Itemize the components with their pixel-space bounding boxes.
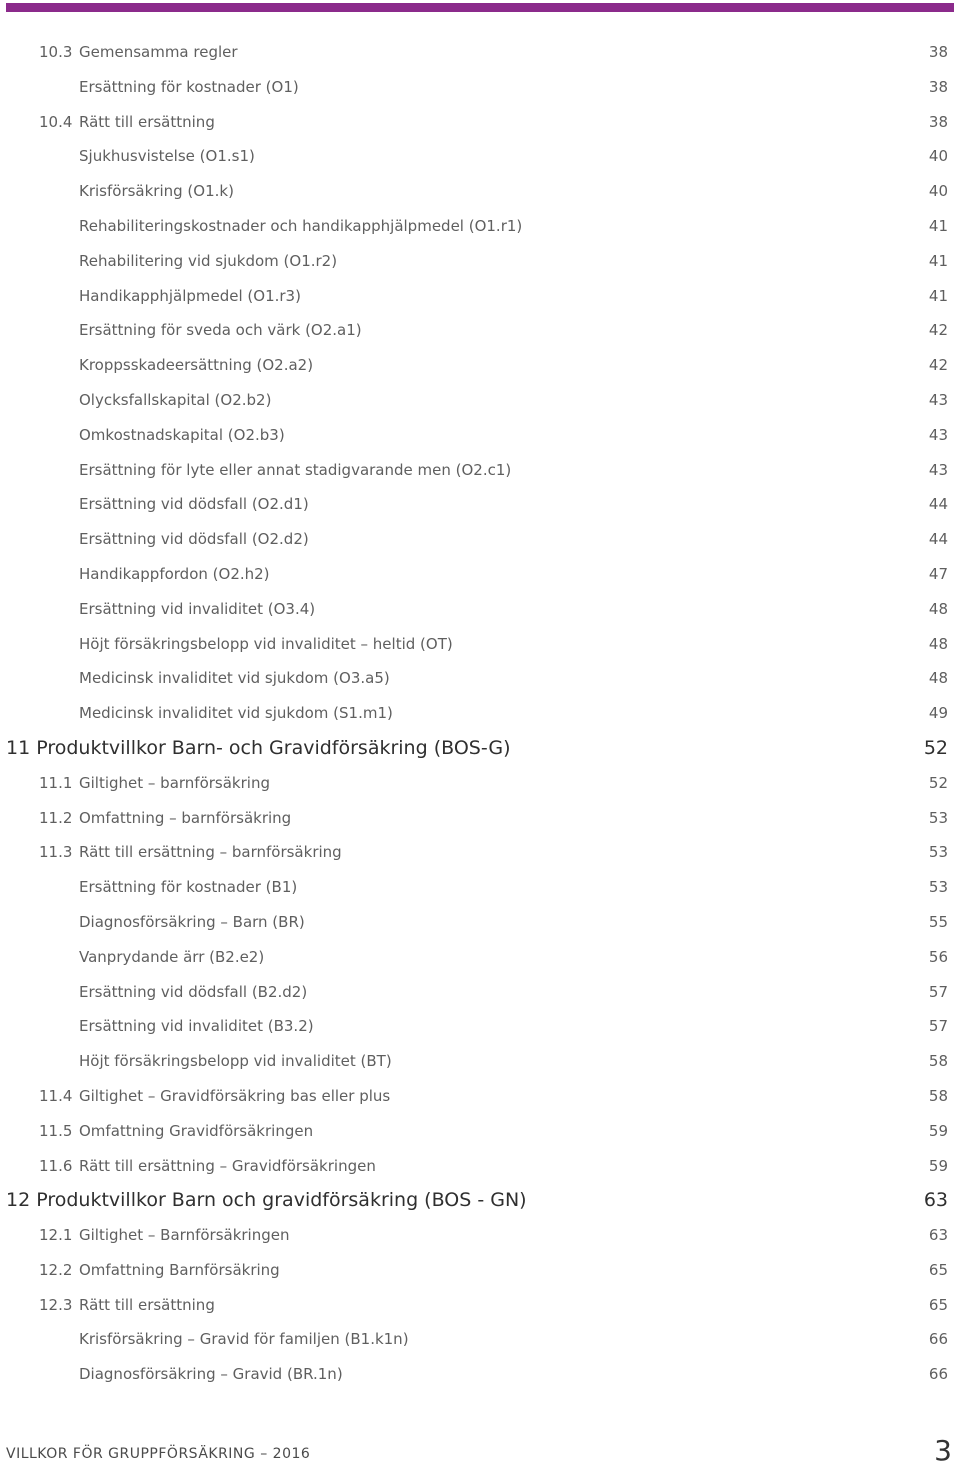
toc-entry[interactable] <box>0 348 960 383</box>
toc-chapter-heading[interactable] <box>0 731 960 766</box>
toc-entry-number: 11.6 <box>39 1156 73 1175</box>
table-of-contents <box>0 35 960 1392</box>
toc-entry-page: 59 <box>928 1121 948 1140</box>
toc-entry-page: 66 <box>928 1365 948 1384</box>
toc-entry[interactable] <box>0 1079 960 1114</box>
toc-entry-label: Ersättning vid dödsfall (B2.d2) <box>79 982 308 1001</box>
toc-entry-page: 42 <box>928 321 948 340</box>
toc-entry[interactable] <box>0 418 960 453</box>
toc-entry-label: Giltighet – Barnförsäkringen <box>79 1226 290 1245</box>
toc-entry-page: 41 <box>928 251 948 270</box>
toc-entry-label: Medicinsk invaliditet vid sjukdom (S1.m1) <box>79 704 393 723</box>
toc-entry[interactable] <box>0 940 960 975</box>
toc-entry[interactable] <box>0 766 960 801</box>
toc-entry[interactable] <box>0 313 960 348</box>
toc-entry-number: 11.2 <box>39 808 73 827</box>
toc-entry-page: 65 <box>928 1295 948 1314</box>
toc-entry-number: 11.1 <box>39 773 73 792</box>
footer-title: VILLKOR FÖR GRUPPFÖRSÄKRING – 2016 <box>6 1446 311 1462</box>
toc-entry[interactable] <box>0 696 960 731</box>
toc-entry-label: Rätt till ersättning – Gravidförsäkringen <box>79 1156 376 1175</box>
toc-entry-label: Kroppsskadeersättning (O2.a2) <box>79 356 314 375</box>
toc-entry-label: Rätt till ersättning <box>79 1295 215 1314</box>
toc-entry-page: 52 <box>923 736 948 759</box>
toc-entry-label: Ersättning för kostnader (O1) <box>79 77 299 96</box>
toc-chapter-heading[interactable] <box>0 1183 960 1218</box>
top-accent-bar <box>6 3 954 12</box>
toc-entry[interactable] <box>0 522 960 557</box>
toc-entry[interactable] <box>0 801 960 836</box>
toc-entry[interactable] <box>0 487 960 522</box>
toc-entry-page: 59 <box>928 1156 948 1175</box>
toc-entry-number: 11.4 <box>39 1086 73 1105</box>
toc-entry-label: Vanprydande ärr (B2.e2) <box>79 947 265 966</box>
toc-entry-page: 53 <box>928 808 948 827</box>
toc-entry[interactable] <box>0 383 960 418</box>
toc-entry-page: 49 <box>928 704 948 723</box>
toc-entry-label: Ersättning för kostnader (B1) <box>79 878 298 897</box>
toc-entry-page: 66 <box>928 1330 948 1349</box>
toc-entry[interactable] <box>0 209 960 244</box>
toc-entry[interactable] <box>0 35 960 70</box>
toc-entry[interactable] <box>0 453 960 488</box>
toc-entry-page: 43 <box>928 425 948 444</box>
toc-entry[interactable] <box>0 1253 960 1288</box>
toc-entry[interactable] <box>0 1009 960 1044</box>
toc-entry-label: Giltighet – barnförsäkring <box>79 773 270 792</box>
toc-entry-label: Giltighet – Gravidförsäkring bas eller plus <box>79 1086 391 1105</box>
footer-page-number: 3 <box>934 1434 952 1467</box>
toc-entry-page: 44 <box>928 530 948 549</box>
toc-entry[interactable] <box>0 244 960 279</box>
toc-entry-number: 11.3 <box>39 843 73 862</box>
toc-entry-label: Diagnosförsäkring – Gravid (BR.1n) <box>79 1365 343 1384</box>
toc-entry[interactable] <box>0 279 960 314</box>
toc-entry-label: Omfattning Gravidförsäkringen <box>79 1121 314 1140</box>
toc-entry-label: Rehabiliteringskostnader och handikapphjälpmedel (O1.r1) <box>79 216 523 235</box>
toc-entry-page: 48 <box>928 669 948 688</box>
toc-entry-label: Höjt försäkringsbelopp vid invaliditet (BT) <box>79 1052 392 1071</box>
toc-entry-page: 38 <box>928 43 948 61</box>
toc-entry-label: Handikapphjälpmedel (O1.r3) <box>79 286 301 305</box>
toc-entry-label: 11 Produktvillkor Barn- och Gravidförsäkring (BOS-G) <box>6 736 511 759</box>
toc-entry-label: Rätt till ersättning <box>79 112 215 131</box>
toc-entry-number: 12.2 <box>39 1260 73 1279</box>
toc-entry-page: 40 <box>928 182 948 201</box>
toc-entry[interactable] <box>0 1114 960 1149</box>
toc-entry-page: 38 <box>928 77 948 96</box>
toc-entry-page: 63 <box>928 1226 948 1245</box>
toc-entry-label: Ersättning för lyte eller annat stadigvarande men (O2.c1) <box>79 460 512 479</box>
toc-entry[interactable] <box>0 1322 960 1357</box>
toc-entry-page: 56 <box>928 947 948 966</box>
toc-entry-label: Ersättning för sveda och värk (O2.a1) <box>79 321 362 340</box>
toc-entry-number: 11.5 <box>39 1121 73 1140</box>
toc-entry-page: 63 <box>923 1189 948 1212</box>
toc-entry-page: 52 <box>928 773 948 792</box>
toc-entry[interactable] <box>0 1288 960 1323</box>
toc-entry[interactable] <box>0 557 960 592</box>
toc-entry-page: 40 <box>928 147 948 166</box>
toc-entry-page: 58 <box>928 1086 948 1105</box>
toc-entry[interactable] <box>0 835 960 870</box>
toc-entry-page: 44 <box>928 495 948 514</box>
toc-entry-page: 48 <box>928 599 948 618</box>
toc-entry-number: 12.1 <box>39 1226 73 1245</box>
toc-entry-label: Omkostnadskapital (O2.b3) <box>79 425 285 444</box>
toc-entry[interactable] <box>0 1357 960 1392</box>
toc-entry-label: Handikappfordon (O2.h2) <box>79 564 270 583</box>
toc-entry-page: 57 <box>928 1017 948 1036</box>
toc-entry-label: Rehabilitering vid sjukdom (O1.r2) <box>79 251 338 270</box>
toc-entry-page: 43 <box>928 460 948 479</box>
toc-entry-page: 41 <box>928 216 948 235</box>
toc-entry-page: 42 <box>928 356 948 375</box>
toc-entry[interactable] <box>0 661 960 696</box>
toc-entry-page: 43 <box>928 390 948 409</box>
toc-entry-label: Ersättning vid dödsfall (O2.d1) <box>79 495 309 514</box>
toc-entry-number: 12.3 <box>39 1295 73 1314</box>
toc-entry[interactable] <box>0 592 960 627</box>
toc-entry-page: 53 <box>928 878 948 897</box>
toc-entry[interactable] <box>0 627 960 662</box>
toc-entry[interactable] <box>0 70 960 105</box>
toc-entry-label: Ersättning vid invaliditet (O3.4) <box>79 599 316 618</box>
toc-entry-page: 55 <box>928 912 948 931</box>
toc-entry-number: 10.3 <box>39 43 73 61</box>
toc-entry-page: 47 <box>928 564 948 583</box>
toc-entry-label: Krisförsäkring (O1.k) <box>79 182 234 201</box>
toc-entry[interactable] <box>0 905 960 940</box>
toc-entry-label: Ersättning vid dödsfall (O2.d2) <box>79 530 309 549</box>
toc-entry-label: Omfattning Barnförsäkring <box>79 1260 280 1279</box>
toc-entry-label: Olycksfallskapital (O2.b2) <box>79 390 272 409</box>
toc-entry[interactable] <box>0 139 960 174</box>
toc-entry-page: 48 <box>928 634 948 653</box>
toc-entry-page: 41 <box>928 286 948 305</box>
toc-entry-label: 12 Produktvillkor Barn och gravidförsäkring (BOS - GN) <box>6 1189 527 1212</box>
toc-entry[interactable] <box>0 105 960 140</box>
toc-entry-label: Sjukhusvistelse (O1.s1) <box>79 147 255 166</box>
toc-entry[interactable] <box>0 1149 960 1184</box>
toc-entry-label: Diagnosförsäkring – Barn (BR) <box>79 912 305 931</box>
toc-entry[interactable] <box>0 870 960 905</box>
toc-entry-label: Höjt försäkringsbelopp vid invaliditet – heltid (OT) <box>79 634 453 653</box>
toc-entry-label: Medicinsk invaliditet vid sjukdom (O3.a5) <box>79 669 390 688</box>
toc-entry-label: Ersättning vid invaliditet (B3.2) <box>79 1017 314 1036</box>
toc-entry[interactable] <box>0 1044 960 1079</box>
toc-entry[interactable] <box>0 174 960 209</box>
toc-entry[interactable] <box>0 975 960 1010</box>
toc-entry-page: 65 <box>928 1260 948 1279</box>
toc-entry-label: Rätt till ersättning – barnförsäkring <box>79 843 342 862</box>
toc-entry[interactable] <box>0 1218 960 1253</box>
toc-entry-number: 10.4 <box>39 112 73 131</box>
toc-entry-label: Omfattning – barnförsäkring <box>79 808 292 827</box>
toc-entry-label: Krisförsäkring – Gravid för familjen (B1.k1n) <box>79 1330 409 1349</box>
toc-entry-label: Gemensamma regler <box>79 43 238 61</box>
toc-entry-page: 53 <box>928 843 948 862</box>
toc-entry-page: 57 <box>928 982 948 1001</box>
toc-entry-page: 58 <box>928 1052 948 1071</box>
toc-entry-page: 38 <box>928 112 948 131</box>
